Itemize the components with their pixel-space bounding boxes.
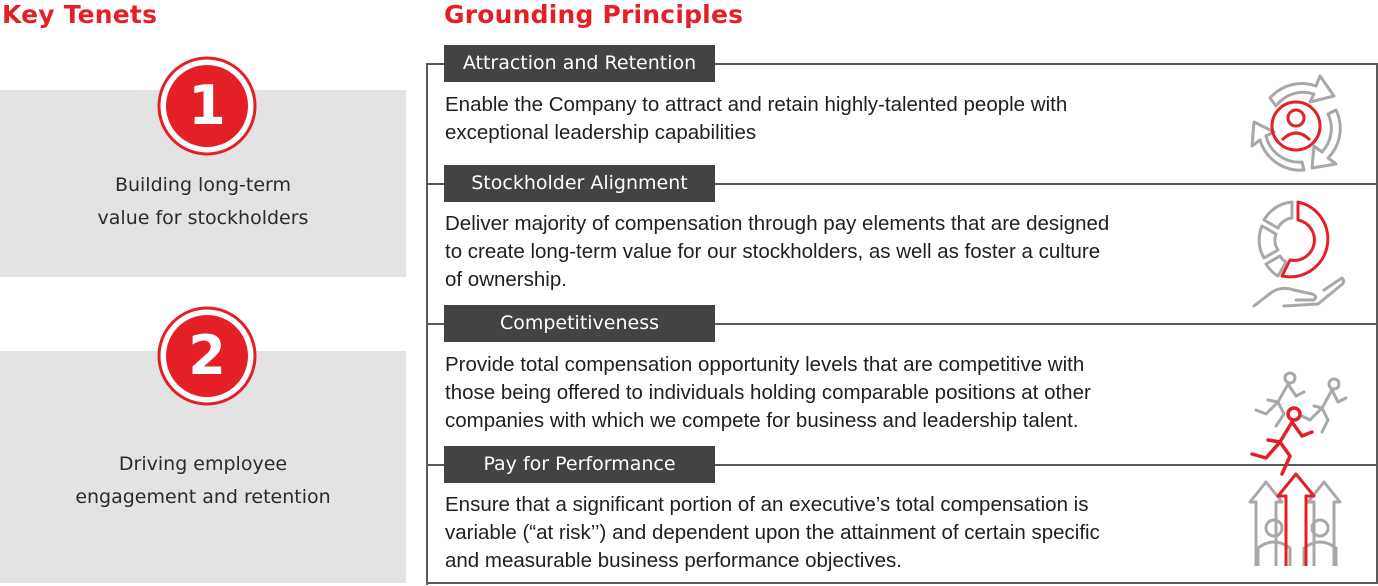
person-cycle-icon	[1248, 66, 1348, 182]
connector-2-left	[426, 183, 444, 185]
hand-pie-chart-icon	[1248, 194, 1348, 310]
connector-1-right	[715, 63, 1378, 65]
principle-4-line-3: and measurable business performance objectives.	[445, 549, 902, 572]
number-badge-2	[157, 306, 257, 406]
people-up-arrows-icon	[1248, 470, 1348, 586]
connector-3-left	[426, 323, 444, 325]
principle-2-line-3: of ownership.	[445, 268, 567, 291]
principle-2-label: Stockholder Alignment	[444, 165, 715, 202]
key-tenets-title: Key Tenets	[2, 0, 158, 29]
principle-3-line-1: Provide total compensation opportunity levels that are competitive with	[445, 353, 1085, 376]
principle-3-text	[445, 351, 1235, 435]
connector-1-left	[426, 63, 444, 65]
principle-3-line-2: those being offered to individuals holding comparable positions at other	[445, 381, 1091, 404]
tenet-1-text	[0, 169, 406, 235]
principle-1-line-1: Enable the Company to attract and retain highly-talented people with	[445, 93, 1068, 116]
principle-3-line-3: companies with which we compete for business and leadership talent.	[445, 409, 1079, 432]
principle-4-text	[445, 491, 1235, 575]
principle-4-line-1: Ensure that a significant portion of an executive’s total compensation is	[445, 493, 1089, 516]
principle-4-line-2: variable (“at risk’’) and dependent upon the attainment of certain specific	[445, 521, 1100, 544]
principle-1-line-2: exceptional leadership capabilities	[445, 121, 757, 144]
connector-4-left	[426, 464, 444, 466]
principles-bottom-border	[426, 582, 1378, 584]
badge-1-number: 1	[188, 74, 226, 137]
tenet-2-line-1: Driving employee	[118, 453, 288, 475]
principle-1-label: Attraction and Retention	[444, 45, 715, 82]
principle-2-text	[445, 210, 1235, 294]
principle-2-line-1: Deliver majority of compensation through pay elements that are designed	[445, 212, 1110, 235]
principle-4-label: Pay for Performance	[444, 446, 715, 483]
badge-2-number: 2	[188, 324, 226, 387]
principle-2-line-2: to create long-term value for our stockholders, as well as foster a culture	[445, 240, 1101, 263]
principle-1-text	[445, 91, 1235, 147]
runners-icon	[1248, 370, 1348, 486]
number-badge-1	[157, 56, 257, 156]
tenet-1-line-1: Building long-term	[114, 174, 292, 196]
tenet-2-line-2: engagement and retention	[75, 486, 331, 508]
tenet-1-line-2: value for stockholders	[97, 207, 309, 229]
connector-2-right	[715, 183, 1378, 185]
tenet-2-text	[0, 448, 406, 514]
connector-3-right	[715, 323, 1378, 325]
grounding-principles-title: Grounding Principles	[444, 0, 744, 29]
principle-3-label: Competitiveness	[444, 305, 715, 342]
